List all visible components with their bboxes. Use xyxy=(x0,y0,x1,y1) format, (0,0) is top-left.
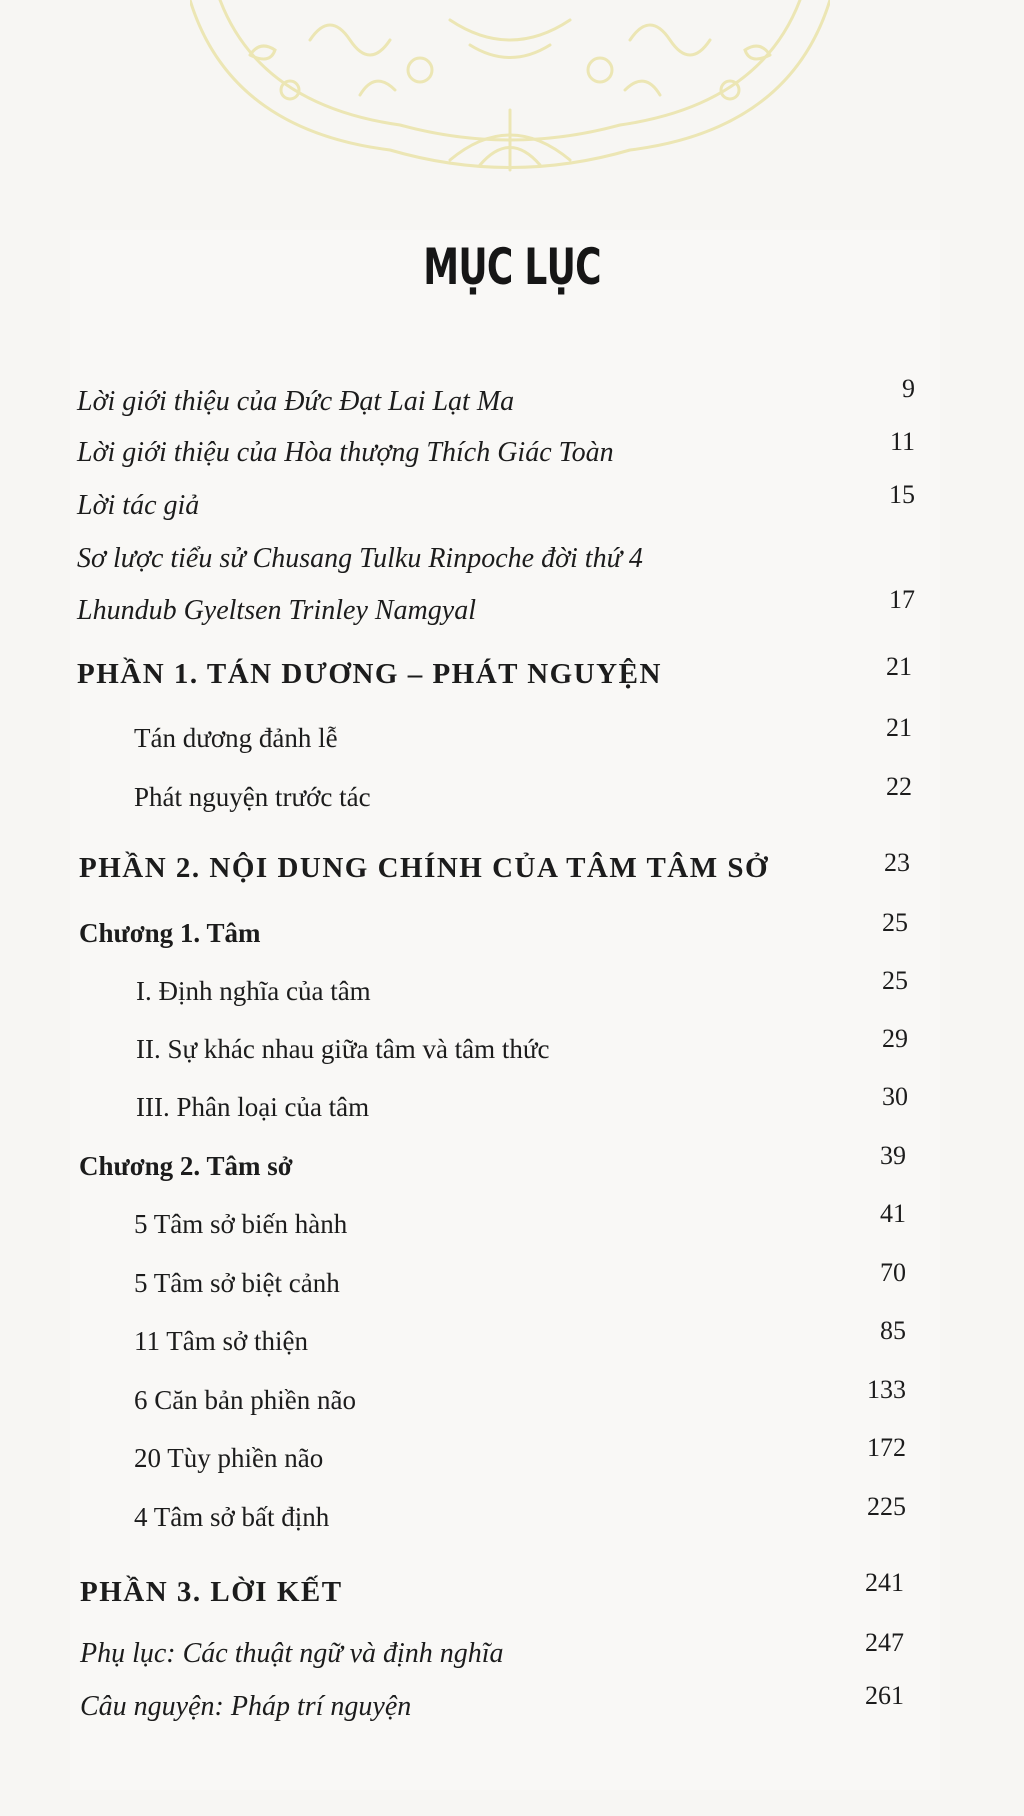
toc-entry-page: 23 xyxy=(884,848,910,877)
toc-entry-text: 20 Tùy phiền não xyxy=(134,1443,324,1473)
toc-entry-text: Lhundub Gyeltsen Trinley Namgyal xyxy=(77,595,476,626)
toc-entry-page: 225 xyxy=(867,1492,906,1521)
toc-entry-page: 247 xyxy=(865,1628,904,1657)
toc-entry-page: 172 xyxy=(867,1433,906,1462)
toc-entry-page: 261 xyxy=(865,1681,904,1710)
toc-entry-page: 41 xyxy=(880,1199,906,1228)
toc-entry-text: Lời giới thiệu của Đức Đạt Lai Lạt Ma xyxy=(77,386,515,417)
toc-entry-text: Câu nguyện: Pháp trí nguyện xyxy=(80,1691,412,1722)
toc-entry-text: II. Sự khác nhau giữa tâm và tâm thức xyxy=(136,1034,550,1064)
toc-part-heading: PHẦN 3. LỜI KẾT xyxy=(80,1576,343,1608)
toc-entry-text: I. Định nghĩa của tâm xyxy=(136,976,371,1006)
toc-entry-text: 4 Tâm sở bất định xyxy=(134,1502,330,1532)
page-title: MỤC LỤC xyxy=(423,238,601,296)
toc-entry-text: 5 Tâm sở biến hành xyxy=(134,1209,348,1239)
toc-entry-text: Phát nguyện trước tác xyxy=(134,782,371,812)
toc-entry-text: Phụ lục: Các thuật ngữ và định nghĩa xyxy=(80,1638,504,1669)
toc-entry-page: 29 xyxy=(882,1024,908,1053)
toc-entry-text: III. Phân loại của tâm xyxy=(136,1092,370,1122)
toc-entry-text: Sơ lược tiểu sử Chusang Tulku Rinpoche đời thứ 4 xyxy=(77,543,643,574)
toc-entry-page: 70 xyxy=(880,1258,906,1287)
toc-entry-page: 85 xyxy=(880,1316,906,1345)
toc-entry-text: Lời giới thiệu của Hòa thượng Thích Giác Toàn xyxy=(77,437,614,468)
toc-entry-text: 5 Tâm sở biệt cảnh xyxy=(134,1268,340,1298)
toc-entry-page: 133 xyxy=(867,1375,906,1404)
toc-entry-page: 39 xyxy=(880,1141,906,1170)
toc-entry-page: 241 xyxy=(865,1568,904,1597)
toc-entry-page: 25 xyxy=(882,966,908,995)
toc-entry-text: 11 Tâm sở thiện xyxy=(134,1326,309,1356)
toc-entry-page: 21 xyxy=(886,713,912,742)
toc-part-heading: PHẦN 1. TÁN DƯƠNG – PHÁT NGUYỆN xyxy=(77,658,662,690)
toc-entry-page: 17 xyxy=(889,585,915,614)
toc-entry-page: 9 xyxy=(902,374,915,403)
toc-entry-page: 11 xyxy=(889,427,915,456)
toc-entry-page: 15 xyxy=(889,480,915,509)
toc-part-heading: PHẦN 2. NỘI DUNG CHÍNH CỦA TÂM TÂM SỞ xyxy=(79,852,770,884)
toc-entry-text: Lời tác giả xyxy=(77,490,200,521)
toc-entry-page: 30 xyxy=(882,1082,908,1111)
toc-entry-page: 22 xyxy=(886,772,912,801)
toc-chapter-heading: Chương 2. Tâm sở xyxy=(79,1151,293,1181)
toc-entry-page: 25 xyxy=(882,908,908,937)
toc-entry-page: 21 xyxy=(886,652,912,681)
toc-entry-text: Tán dương đảnh lễ xyxy=(134,723,338,753)
toc-entry-text: 6 Căn bản phiền não xyxy=(134,1385,356,1415)
toc-chapter-heading: Chương 1. Tâm xyxy=(79,918,261,948)
